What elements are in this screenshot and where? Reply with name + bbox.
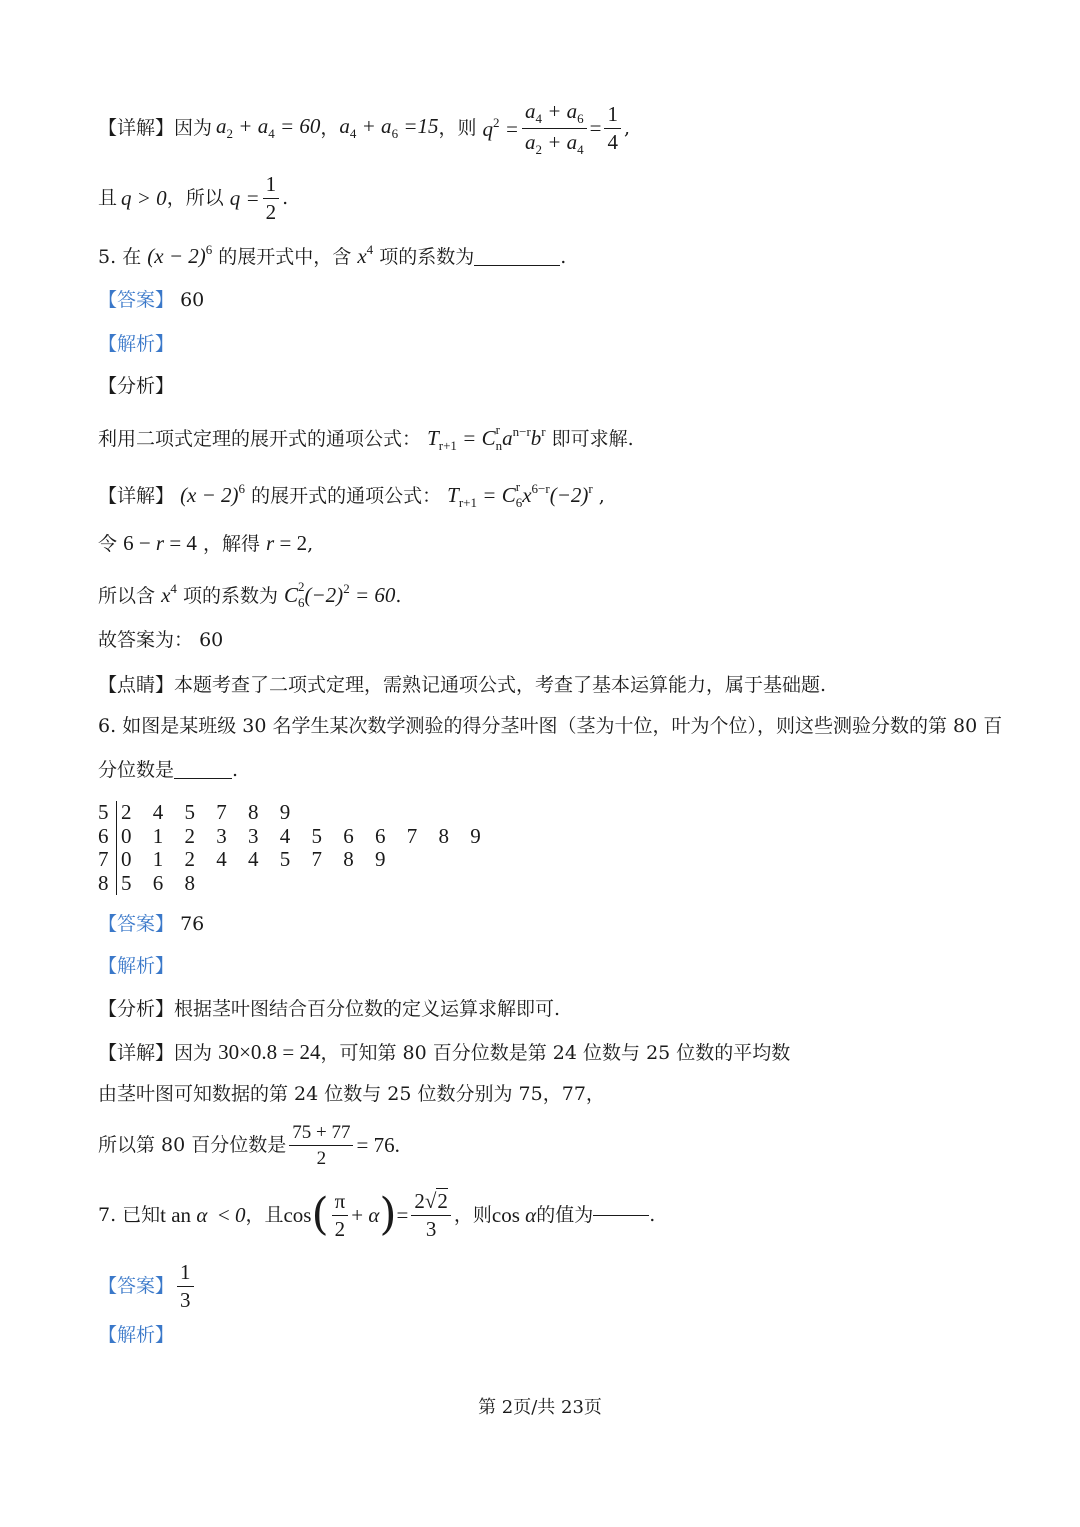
q4-conclusion-prefix: 且 xyxy=(98,186,118,209)
q7-text-b: ，且 xyxy=(245,1203,284,1226)
q6-line3 xyxy=(98,1120,400,1170)
fenxi-label: 【分析】 xyxy=(98,998,175,1020)
q6-answer-line xyxy=(98,915,204,934)
q6-jiexi-label: 【解析】 xyxy=(98,955,175,977)
q5-x4: $x^4$ xyxy=(357,242,374,268)
q5-fenxi-label: 【分析】 xyxy=(98,375,175,397)
q6-line3-prefix: 所以第 80 百分位数是 xyxy=(98,1133,287,1156)
q5-analysis-end: 即可求解. xyxy=(551,428,634,450)
leaf-values: 0 1 2 4 4 5 7 8 9 xyxy=(116,848,394,872)
q6-number: 6. xyxy=(98,715,117,737)
q6-line3-frac xyxy=(289,1123,353,1168)
stem-value: 6 xyxy=(98,823,109,848)
stem-row xyxy=(98,872,489,896)
q4-q-eq: q = xyxy=(229,185,260,210)
q5-binomial: $(x - 2)^6$ xyxy=(147,242,213,268)
q7-answer-den: 3 xyxy=(180,1287,191,1312)
stem-value: 8 xyxy=(98,870,109,895)
answer-label: 【答案】 xyxy=(98,289,175,311)
q6-line3-result: = 76. xyxy=(356,1132,400,1157)
stem-row xyxy=(98,801,489,825)
q5-text-c: 项的系数为 xyxy=(379,246,475,268)
q7-number: 7. xyxy=(98,1203,117,1226)
q6-detail-eq: 30×0.8 = 24 xyxy=(218,1040,321,1064)
q7-answer-line xyxy=(98,1260,197,1312)
q5-analysis xyxy=(98,422,634,453)
q7-value-frac: $\frac{2√2}{3}$ xyxy=(411,1191,451,1240)
q5-answer-blank xyxy=(474,265,560,266)
q5-final-line xyxy=(98,631,223,650)
q5-comment-line xyxy=(98,676,826,695)
q4-then: 则 xyxy=(457,116,477,139)
q4-q-frac: $\frac{1}{2}$ xyxy=(263,174,280,223)
q5-answer: 60 xyxy=(180,289,205,311)
q7-question: 7. 已知 t an α < 0 ，且 cos ( $\frac{\pi}{2}$ + α ) = $\frac{2√2}{3}$ ，则 cos α 的值为 . xyxy=(98,1188,656,1241)
q6-detail-prefix: 因为 xyxy=(174,1042,213,1064)
q5-r-eq: r = 2 xyxy=(266,531,308,555)
detail-label: 【详解】 xyxy=(98,485,175,507)
answer-label: 【答案】 xyxy=(98,1274,175,1297)
q5-let: 令 xyxy=(98,533,118,555)
q5-question: 5. 在 $(x - 2)^6$ 的展开式中，含 $x^4$ 项的系数为 . xyxy=(98,242,567,268)
stem-leaf-plot xyxy=(98,801,489,895)
q5-comment: 本题考查了二项式定理，需熟记通项公式，考查了基本运算能力，属于基础题. xyxy=(174,674,827,696)
q4-eq2: $a_4 + a_6 =15$ xyxy=(339,114,439,141)
q4-detail-prefix: 因为 xyxy=(174,116,213,139)
q4-detail-line: 【详解】 因为 $a_2 + a_4 = 60$ ， $a_4 + a_6 =15$ ， 则 $q^2$ = $\frac{a_4 + a_6}{a_2 + a_4}$ = $\frac{1}{4}$ , xyxy=(98,98,630,157)
leaf-values: 5 6 8 xyxy=(116,872,203,896)
answer-label: 【答案】 xyxy=(98,913,175,935)
q7-paren-right: ) xyxy=(379,1189,397,1240)
stem-row xyxy=(98,825,489,849)
q5-analysis-text: 利用二项式定理的展开式的通项公式： xyxy=(98,428,422,450)
stem-value: 5 xyxy=(98,800,109,825)
q7-jiexi-label: 【解析】 xyxy=(98,1324,175,1346)
q6-question-line1 xyxy=(98,717,1002,736)
q5-detail: 【详解】 $(x - 2)^6$ 的展开式的通项公式： $T_{r+1} = C$ $_{r 6}x^{6-r}(-2)^r$ , xyxy=(98,479,605,510)
q5-final-answer: 60 xyxy=(199,629,224,651)
q7-answer-blank xyxy=(593,1215,649,1216)
q5-so-line: 所以含 $x^4$ 项的系数为 C $_{2 6}(-2)^2 = 60$. xyxy=(98,579,402,610)
q4-eq1: $a_2 + a_4 = 60$ xyxy=(216,114,321,141)
q5-detail-binomial: $(x - 2)^6$ xyxy=(180,481,246,507)
q5-text-b: 的展开式中，含 xyxy=(218,246,352,268)
q7-text-a: 已知 xyxy=(122,1203,161,1226)
detail-label: 【详解】 xyxy=(98,116,175,139)
q5-number: 5. xyxy=(98,246,117,268)
q5-final-prefix: 故答案为： xyxy=(98,629,194,651)
q6-frac-den: 2 xyxy=(316,1147,327,1169)
q6-line2: 由茎叶图可知数据的第 24 位数与 25 位数分别为 75，77， xyxy=(98,1083,605,1105)
q5-let-eq: 6 − r = 4 xyxy=(123,531,197,555)
q6-question-line2: 分位数是 . xyxy=(98,759,239,781)
q6-text-line2: 分位数是 xyxy=(98,759,175,781)
q7-tan-cond: t an α < 0 xyxy=(160,1202,246,1227)
q5-general-term: $T_{r+1} = C$ $_{r n}a^{n-r}b^r$ xyxy=(427,422,546,453)
q7-text-d: 的值为 xyxy=(536,1203,594,1226)
q6-frac-num: 75 + 77 xyxy=(289,1123,353,1146)
q6-answer: 76 xyxy=(180,913,205,935)
q5-coef-expr: C $_{2 6}(-2)^2 = 60$ xyxy=(284,579,396,610)
q7-plus-alpha: + α xyxy=(351,1202,380,1227)
q5-jiexi-label: 【解析】 xyxy=(98,333,175,355)
q7-pi-frac: $\frac{\pi}{2}$ xyxy=(332,1191,349,1240)
leaf-values: 2 4 5 7 8 9 xyxy=(116,801,298,825)
q4-frac-quarter: $\frac{1}{4}$ xyxy=(604,104,621,153)
q6-analysis: 根据茎叶图结合百分位数的定义运算求解即可. xyxy=(174,998,561,1020)
detail-label: 【详解】 xyxy=(98,1042,175,1064)
q6-detail-rest: ，可知第 80 百分位数是第 24 位数与 25 位数的平均数 xyxy=(320,1042,791,1064)
q4-condition: q > 0 xyxy=(121,185,167,210)
q5-answer-line xyxy=(98,291,204,310)
q6-answer-blank xyxy=(174,778,232,779)
q5-let-mid: ，解得 xyxy=(202,533,260,555)
q6-analysis-line xyxy=(98,1000,560,1019)
q4-conclusion-line: 且 q > 0 ， 所以 q = $\frac{1}{2}$ . xyxy=(98,171,289,224)
q5-so-mid: 项的系数为 xyxy=(182,585,278,607)
q7-cos-alpha: cos α xyxy=(491,1202,537,1227)
q6-text-line1: 如图是某班级 30 名学生某次数学测验的得分茎叶图（茎为十位，叶为个位），则这些测验分数的第 80 百 xyxy=(122,715,1003,737)
q5-so: 所以含 xyxy=(98,585,156,607)
page-footer: 第 2页/共 23页 xyxy=(478,1397,602,1418)
q7-answer-num: 1 xyxy=(177,1262,194,1287)
dianjing-label: 【点睛】 xyxy=(98,674,175,696)
q5-so-x4: $x^4$ xyxy=(161,581,177,607)
q5-text-a: 在 xyxy=(122,246,142,268)
q7-text-c: ，则 xyxy=(453,1203,492,1226)
q4-q2: $q^2$ = xyxy=(482,115,519,141)
q7-answer-frac xyxy=(177,1259,194,1312)
q7-cos: cos xyxy=(283,1202,312,1227)
q5-let-line: 令 6 − r = 4 ，解得 r = 2, xyxy=(98,531,314,555)
q5-detail-text: 的展开式的通项公式： xyxy=(251,485,442,507)
q4-conclusion-mid: 所以 xyxy=(185,186,224,209)
q7-paren-left: ( xyxy=(311,1189,329,1240)
stem-row xyxy=(98,848,489,872)
q4-frac-ratio: $\frac{a_4 + a_6}{a_2 + a_4}$ xyxy=(522,101,587,156)
leaf-values: 0 1 2 3 3 4 5 6 6 7 8 9 xyxy=(116,825,489,849)
stem-value: 7 xyxy=(98,847,109,872)
q5-detail-term: $T_{r+1} = C$ $_{r 6}x^{6-r}(-2)^r$ xyxy=(447,479,593,510)
q6-detail-line xyxy=(98,1042,790,1063)
